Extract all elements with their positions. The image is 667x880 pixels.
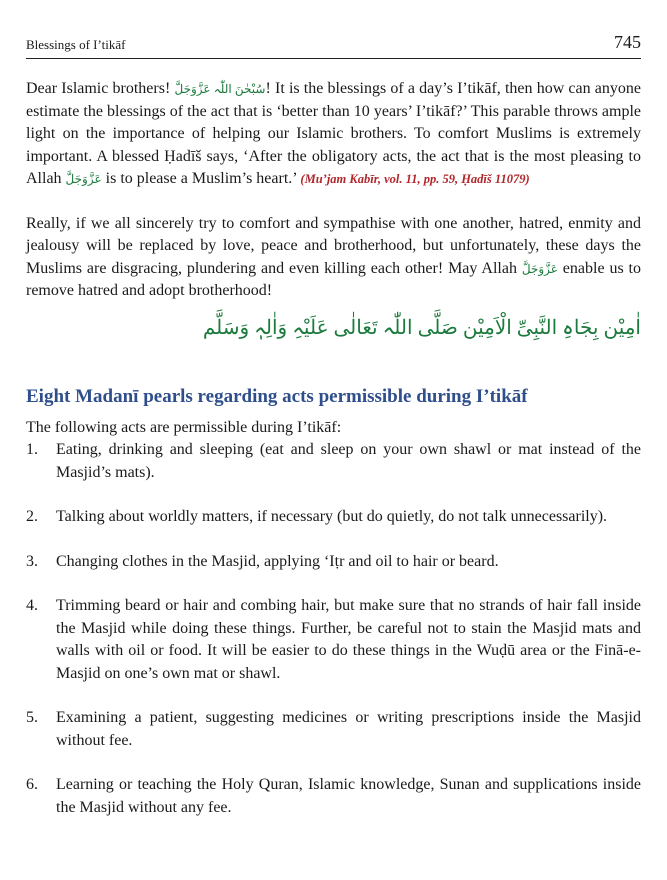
paragraph-1-text-c: is to please a Muslim’s heart.’ [101,170,301,187]
list-item [26,551,641,574]
list-number: 6. [26,776,38,793]
list-item [26,707,641,752]
list-text: Talking about worldly matters, if necessary (but do quietly, do not talk unnecessarily). [56,508,608,525]
list-number: 4. [26,597,38,614]
arabic-azzawajal-2: عَزَّوَجَلَّ [521,261,558,276]
arabic-dua: اٰمِیْن بِجَاہِ النَّبِیِّ الْاَمِیْن صَلَّی اللّٰہ تَعَالٰی عَلَیْہِ وَاٰلِہٖ وَسَلَّم [202,316,641,339]
paragraph-1 [26,78,641,191]
list-item [26,506,641,529]
paragraph-1-text-a: Dear Islamic brothers! [26,80,175,97]
list-text: Learning or teaching the Holy Quran, Islamic knowledge, Sunan and supplications inside the Masjid without any fee. [56,776,641,816]
arabic-azzawajal: عَزَّوَجَلَّ [65,172,102,186]
running-title: Blessings of I’tikāf [26,37,126,52]
section-heading: Eight Madanī pearls regarding acts permissible during I’tikāf [26,385,528,407]
paragraph-2-text-a: Really, if we all sincerely try to comfort and sympathise with one another, hatred, enmity and jealousy will be replaced by love, peace and brotherhood, but unfortunately, these days the Muslims are disgracing, plundering and even killing each other! May Allah [26,214,641,277]
list-number: 5. [26,709,38,726]
paragraph-1-text-b: ! It is the blessings of a day’s I’tikāf, then how can anyone estimate the blessings of the act that is ‘better than 10 years’ I’tikāf?’ This parable throws ample light on the importance of helping our Islamic brothers. To comfort Muslims is extremely important. A blessed Ḥadīš says, ‘After the obligatory acts, the act that is the most pleasing to Allah [26,80,642,187]
section-intro: The following acts are permissible during I’tikāf: [26,418,342,436]
page-number: 745 [614,32,641,52]
hadith-reference: (Mu’jam Kabīr, vol. 11, pp. 59, Ḥadīš 11079) [300,172,530,186]
arabic-subhanallah: سُبْحٰنَ اللّٰہ عَزَّوَجَلَّ [174,82,266,96]
list-number: 2. [26,508,38,525]
list-text: Changing clothes in the Masjid, applying ‘Iṭr and oil to hair or beard. [56,552,499,570]
list-number: 1. [26,441,38,458]
paragraph-2 [26,213,641,303]
list-text: Examining a patient, suggesting medicines or writing prescriptions inside the Masjid without fee. [56,709,641,749]
list-text: Trimming beard or hair and combing hair, but make sure that no strands of hair fall inside the Masjid while doing these things. Further, be careful not to stain the Masjid mats and walls with oil or food. It will be easier to do these things in the Wuḍū area or the Finā-e-Masjid on one’s own mat or shawl. [56,597,641,682]
page-header [26,32,641,59]
list-text: Eating, drinking and sleeping (eat and sleep on your own shawl or mat instead of the Masjid’s mats). [56,441,641,481]
permissible-acts-list [26,439,641,819]
list-item [26,595,641,685]
list-item [26,439,641,484]
list-number: 3. [26,552,38,570]
paragraph-2-text-b: enable us to remove hatred and adopt brotherhood! [26,259,641,299]
page-content [26,78,641,841]
list-item [26,774,641,819]
